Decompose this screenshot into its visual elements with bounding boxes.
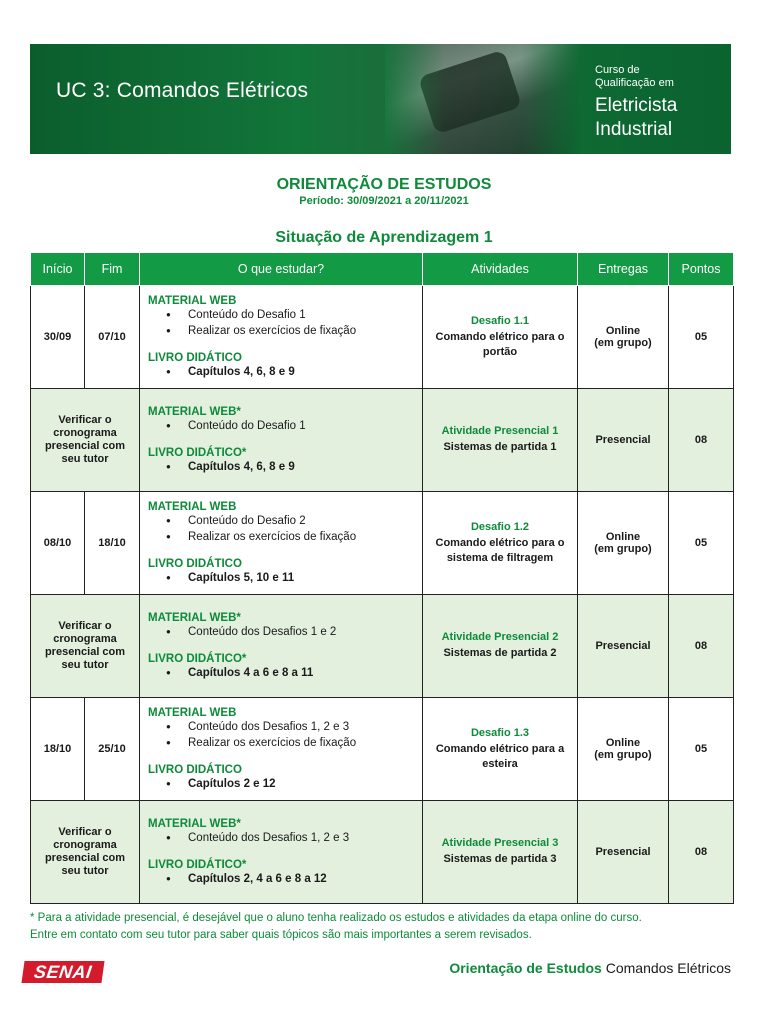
book-chapter-list <box>148 871 418 887</box>
list-item: ● Capítulos 2, 4 a 6 e 8 a 12 <box>166 871 418 887</box>
points-cell: 05 <box>669 492 734 595</box>
list-item: ● Conteúdo dos Desafios 1, 2 e 3 <box>166 719 418 735</box>
banner-photo <box>385 44 580 154</box>
logo-text: SENAI <box>32 961 94 982</box>
study-cell <box>140 286 423 389</box>
tutor-note-cell <box>31 595 140 698</box>
table-header-row <box>31 253 734 286</box>
tutor-note-cell <box>31 801 140 904</box>
start-date-cell: 18/10 <box>31 698 85 801</box>
course-banner <box>30 44 731 154</box>
end-date-cell: 25/10 <box>85 698 140 801</box>
book-chapter-list <box>148 459 418 475</box>
banner-course-line4: Industrial <box>595 119 673 140</box>
tutor-note: Verificar o cronograma presencial com seu tutor <box>44 826 126 877</box>
start-date-cell: 08/10 <box>31 492 85 595</box>
book-title: LIVRO DIDÁTICO <box>148 557 242 570</box>
delivery-mode: Online <box>605 737 641 749</box>
points-cell: 05 <box>669 286 734 389</box>
tutor-note-cell <box>31 389 140 492</box>
book-title: LIVRO DIDÁTICO* <box>148 858 247 871</box>
column-header: Início <box>31 253 85 286</box>
delivery-cell <box>578 389 669 492</box>
banner-course-line1: Curso de <box>595 64 640 76</box>
list-item: ● Conteúdo do Desafio 1 <box>166 418 418 434</box>
list-item: ● Capítulos 4, 6, 8 e 9 <box>166 364 418 380</box>
footnote-line1: * Para a atividade presencial, é desejável que o aluno tenha realizado os estudos e atividades da etapa online do curso. <box>30 912 642 924</box>
delivery-mode: Presencial <box>595 434 651 446</box>
book-chapter-list <box>148 364 418 380</box>
list-item: ● Realizar os exercícios de fixação <box>166 323 418 339</box>
delivery-mode: Online <box>605 325 641 337</box>
list-item: ● Conteúdo dos Desafios 1, 2 e 3 <box>166 830 418 846</box>
list-item: ● Realizar os exercícios de fixação <box>166 529 418 545</box>
book-title: LIVRO DIDÁTICO* <box>148 446 247 459</box>
footnote <box>30 910 740 944</box>
list-item: ● Realizar os exercícios de fixação <box>166 735 418 751</box>
book-chapter-list <box>148 776 418 792</box>
banner-course-line2: Qualificação em <box>595 77 674 89</box>
table-row <box>31 698 734 801</box>
study-cell <box>140 389 423 492</box>
web-material-title: MATERIAL WEB* <box>148 611 241 624</box>
activity-description: Comando elétrico para o sistema de filtragem <box>435 536 565 564</box>
column-header: Fim <box>85 253 140 286</box>
list-item: ● Capítulos 2 e 12 <box>166 776 418 792</box>
delivery-cell <box>578 698 669 801</box>
activity-description: Sistemas de partida 1 <box>443 441 557 453</box>
table-row <box>31 595 734 698</box>
activity-description: Comando elétrico para a esteira <box>435 742 565 770</box>
table-row <box>31 286 734 389</box>
delivery-cell <box>578 801 669 904</box>
book-chapter-list <box>148 570 418 586</box>
banner-course-name <box>595 94 730 142</box>
activity-description: Sistemas de partida 3 <box>443 853 557 865</box>
activity-title: Desafio 1.3 <box>470 726 530 739</box>
table-row <box>31 492 734 595</box>
activity-cell <box>423 492 578 595</box>
column-header: Pontos <box>669 253 734 286</box>
web-material-title: MATERIAL WEB* <box>148 817 241 830</box>
web-material-title: MATERIAL WEB <box>148 294 237 307</box>
footer-label-dark: Comandos Elétricos <box>605 960 731 976</box>
book-title: LIVRO DIDÁTICO <box>148 351 242 364</box>
end-date-cell: 07/10 <box>85 286 140 389</box>
banner-course-line3: Eletricista <box>595 95 678 116</box>
delivery-cell <box>578 595 669 698</box>
delivery-group: (em grupo) <box>594 337 652 349</box>
points-cell: 08 <box>669 595 734 698</box>
activity-title: Atividade Presencial 2 <box>441 631 559 643</box>
study-cell <box>140 801 423 904</box>
activity-title: Atividade Presencial 1 <box>441 425 559 437</box>
delivery-group: (em grupo) <box>594 543 652 555</box>
list-item: ● Conteúdo do Desafio 1 <box>166 307 418 323</box>
table-row <box>31 801 734 904</box>
activity-cell <box>423 595 578 698</box>
column-header: Entregas <box>578 253 669 286</box>
activity-cell <box>423 698 578 801</box>
web-material-title: MATERIAL WEB <box>148 500 237 513</box>
activity-cell <box>423 389 578 492</box>
web-material-title: MATERIAL WEB* <box>148 405 241 418</box>
delivery-mode: Online <box>605 531 641 543</box>
web-material-list <box>148 513 418 545</box>
web-material-list <box>148 624 418 640</box>
delivery-mode: Presencial <box>595 640 651 652</box>
senai-logo <box>21 961 104 983</box>
period-text: Período: 30/09/2021 a 20/11/2021 <box>299 195 469 207</box>
tutor-note: Verificar o cronograma presencial com seu tutor <box>44 414 126 465</box>
situation-title: Situação de Aprendizagem 1 <box>275 229 493 246</box>
list-item: ● Capítulos 4, 6, 8 e 9 <box>166 459 418 475</box>
web-material-list <box>148 830 418 846</box>
web-material-title: MATERIAL WEB <box>148 706 237 719</box>
page-title: ORIENTAÇÃO DE ESTUDOS <box>276 176 492 193</box>
delivery-group: (em grupo) <box>594 749 652 761</box>
book-chapter-list <box>148 665 418 681</box>
activity-title: Atividade Presencial 3 <box>441 837 559 849</box>
list-item: ● Capítulos 5, 10 e 11 <box>166 570 418 586</box>
delivery-cell <box>578 492 669 595</box>
activity-description: Comando elétrico para o portão <box>435 330 565 358</box>
book-title: LIVRO DIDÁTICO* <box>148 652 247 665</box>
delivery-mode: Presencial <box>595 846 651 858</box>
list-item: ● Conteúdo dos Desafios 1 e 2 <box>166 624 418 640</box>
end-date-cell: 18/10 <box>85 492 140 595</box>
study-cell <box>140 698 423 801</box>
list-item: ● Capítulos 4 a 6 e 8 a 11 <box>166 665 418 681</box>
web-material-list <box>148 418 418 434</box>
web-material-list <box>148 307 418 339</box>
footer-label <box>449 960 731 976</box>
points-cell: 08 <box>669 389 734 492</box>
column-header: Atividades <box>423 253 578 286</box>
points-cell: 08 <box>669 801 734 904</box>
web-material-list <box>148 719 418 751</box>
activity-description: Sistemas de partida 2 <box>443 647 557 659</box>
banner-title: UC 3: Comandos Elétricos <box>56 79 309 102</box>
tutor-note: Verificar o cronograma presencial com seu tutor <box>44 620 126 671</box>
list-item: ● Conteúdo do Desafio 2 <box>166 513 418 529</box>
table-row <box>31 389 734 492</box>
activity-title: Desafio 1.2 <box>470 520 530 533</box>
study-cell <box>140 492 423 595</box>
column-header: O que estudar? <box>140 253 423 286</box>
activity-cell <box>423 801 578 904</box>
study-cell <box>140 595 423 698</box>
footer-label-green: Orientação de Estudos <box>449 960 602 976</box>
activity-cell <box>423 286 578 389</box>
banner-course-subtitle <box>595 64 715 90</box>
start-date-cell: 30/09 <box>31 286 85 389</box>
footnote-line2: Entre em contato com seu tutor para saber quais tópicos são mais importantes a serem revisados. <box>30 929 532 941</box>
book-title: LIVRO DIDÁTICO <box>148 763 242 776</box>
points-cell: 05 <box>669 698 734 801</box>
activity-title: Desafio 1.1 <box>470 314 530 327</box>
delivery-cell <box>578 286 669 389</box>
study-table <box>30 252 734 904</box>
